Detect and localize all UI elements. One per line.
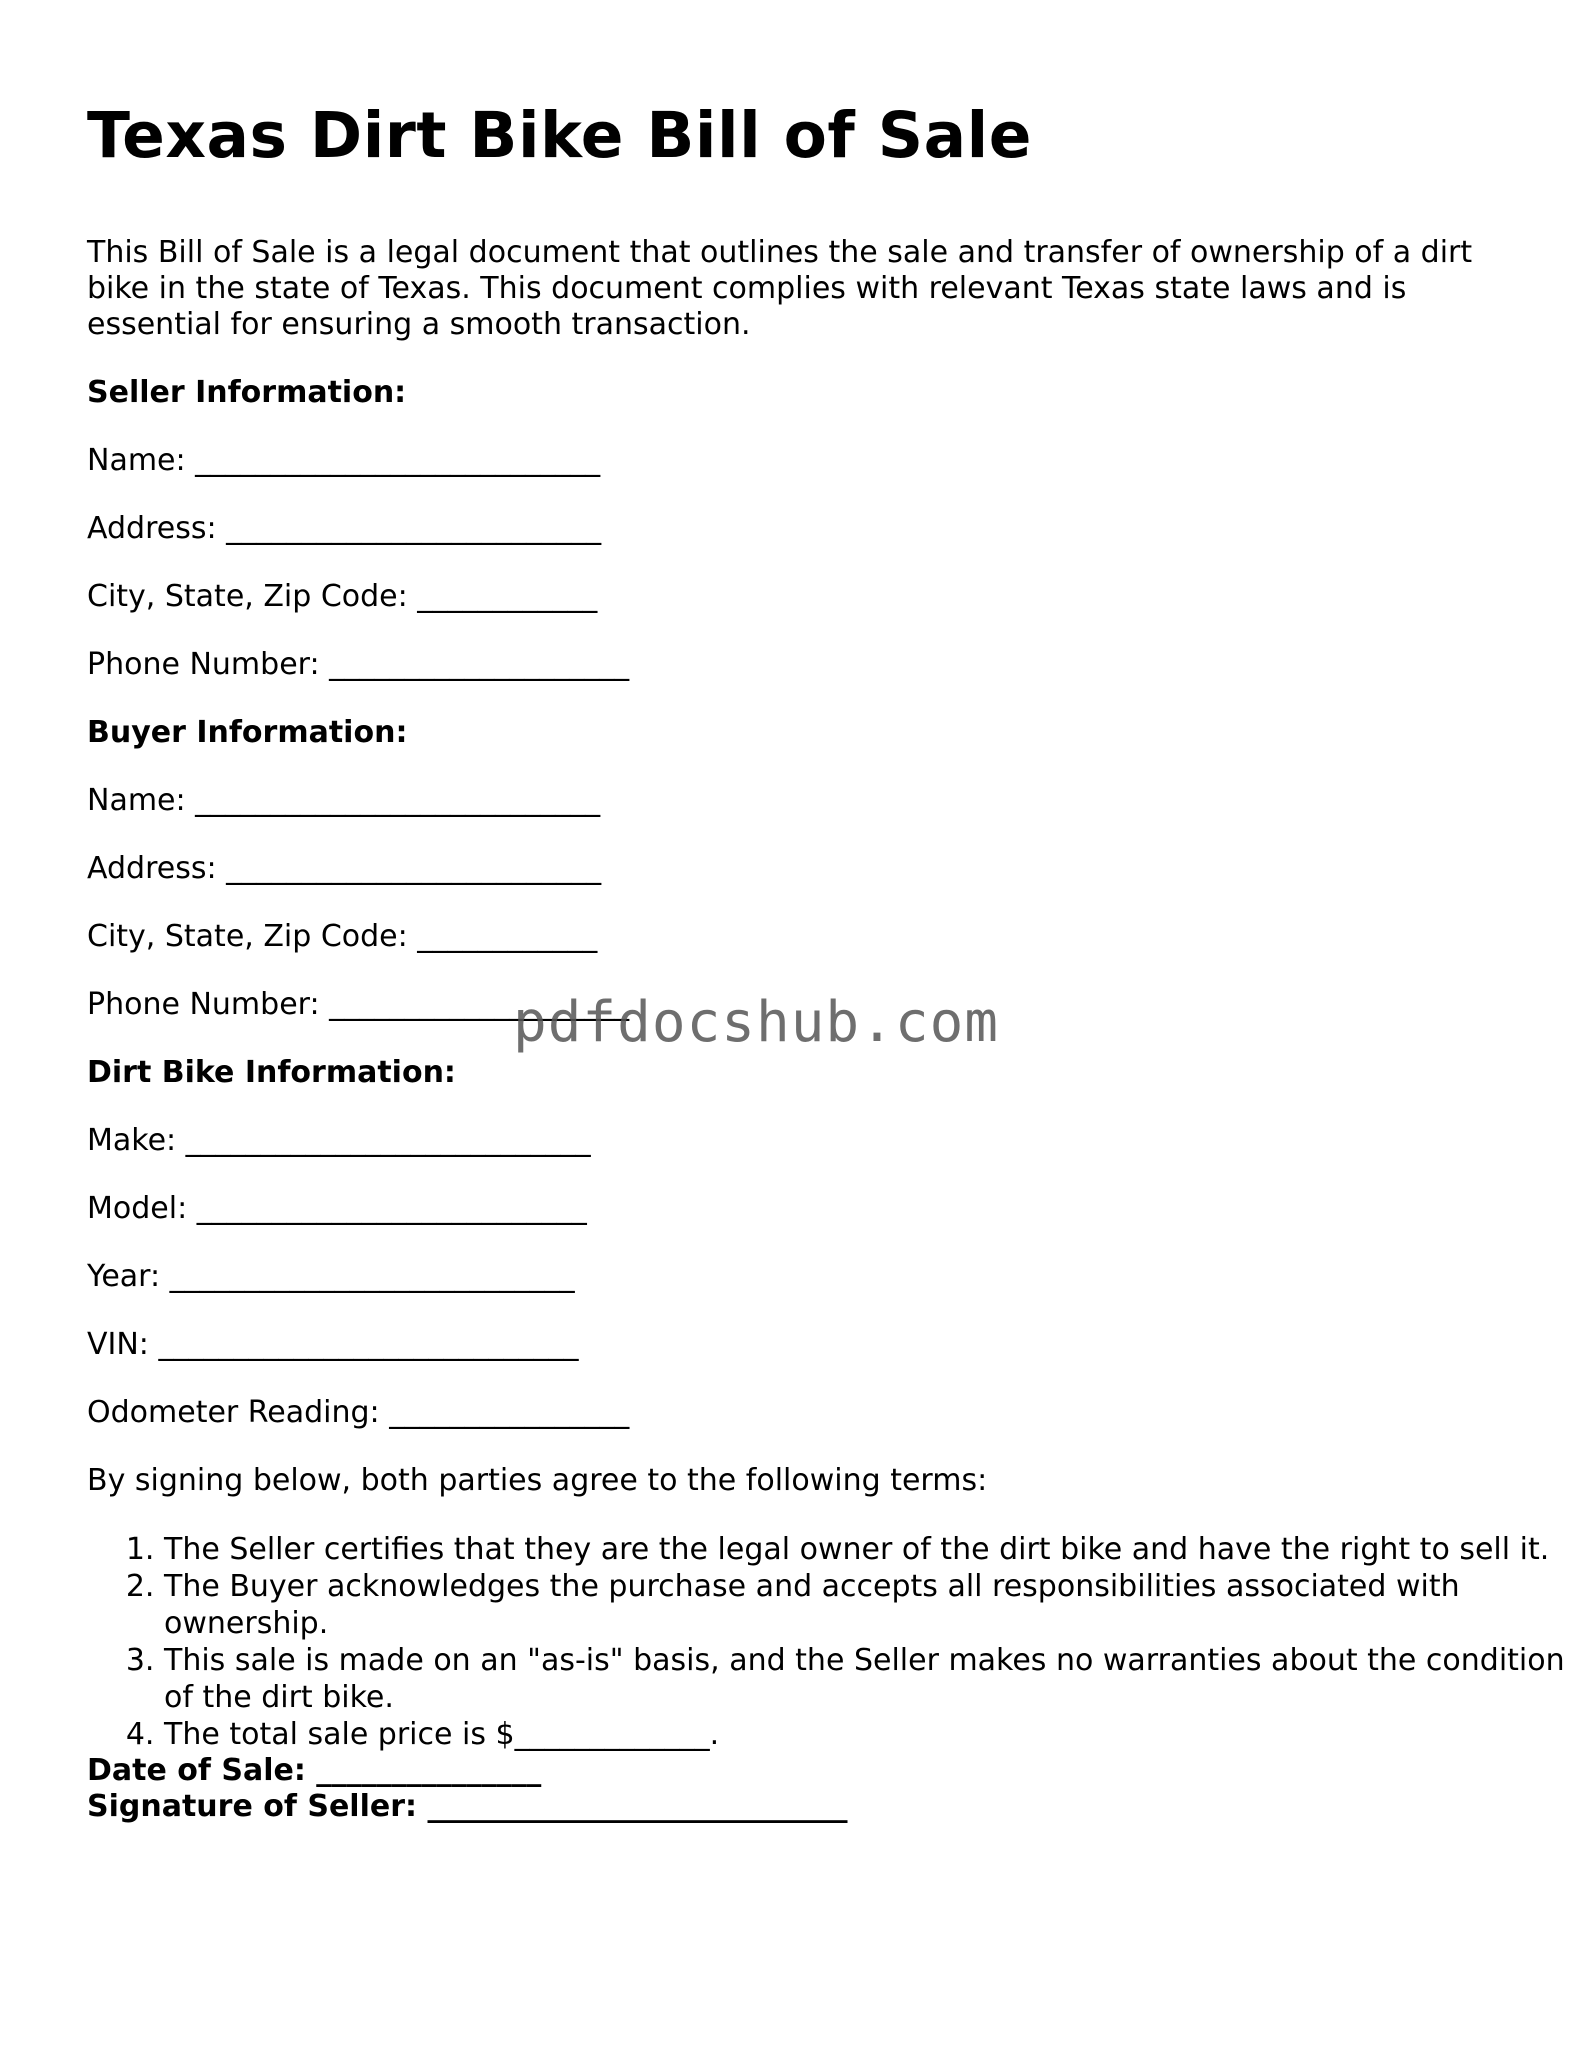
bike-model-field[interactable]: Model: __________________________ [87,1191,587,1227]
seller-name-field[interactable]: Name: ___________________________ [87,443,601,479]
bike-heading: Dirt Bike Information: [87,1055,456,1091]
buyer-address-field[interactable]: Address: _________________________ [87,851,602,887]
document-page [87,99,1565,1825]
term-item: 2. The Buyer acknowledges the purchase and accepts all responsibilities associated with ownership. [164,1568,1579,1642]
watermark-text: pdfdocshub.com [513,990,1000,1055]
bike-year-field[interactable]: Year: ___________________________ [87,1259,575,1295]
buyer-city-field[interactable]: City, State, Zip Code: ____________ [87,919,598,955]
terms-intro: By signing below, both parties agree to the following terms: [87,1463,988,1499]
seller-signature-field[interactable]: Signature of Seller: ____________________________ [87,1789,848,1825]
seller-address-field[interactable]: Address: _________________________ [87,511,602,547]
buyer-name-field[interactable]: Name: ___________________________ [87,783,601,819]
term-item[interactable]: 4. The total sale price is $_____________. [164,1716,1579,1753]
terms-list [87,1531,1579,1753]
seller-phone-field[interactable]: Phone Number: ____________________ [87,647,630,683]
document-title: Texas Dirt Bike Bill of Sale [87,99,1032,172]
seller-heading: Seller Information: [87,375,407,411]
bike-make-field[interactable]: Make: ___________________________ [87,1123,591,1159]
buyer-heading: Buyer Information: [87,715,408,751]
buyer-phone-field[interactable]: Phone Number: ____________________ [87,987,630,1023]
seller-city-field[interactable]: City, State, Zip Code: ____________ [87,579,598,615]
intro-paragraph: This Bill of Sale is a legal document that outlines the sale and transfer of ownership of a dirt bike in the state of Texas. This document complies with relevant Texas state laws and is essential for ensuring a smooth transaction. [87,235,1473,343]
bike-vin-field[interactable]: VIN: ____________________________ [87,1327,579,1363]
term-item: 1. The Seller certifies that they are the legal owner of the dirt bike and have the right to sell it. [164,1531,1579,1568]
bike-odometer-field[interactable]: Odometer Reading: ________________ [87,1395,630,1431]
date-of-sale-field[interactable]: Date of Sale: _______________ [87,1753,542,1789]
term-item: 3. This sale is made on an "as-is" basis, and the Seller makes no warranties about the condition of the dirt bike. [164,1642,1579,1716]
